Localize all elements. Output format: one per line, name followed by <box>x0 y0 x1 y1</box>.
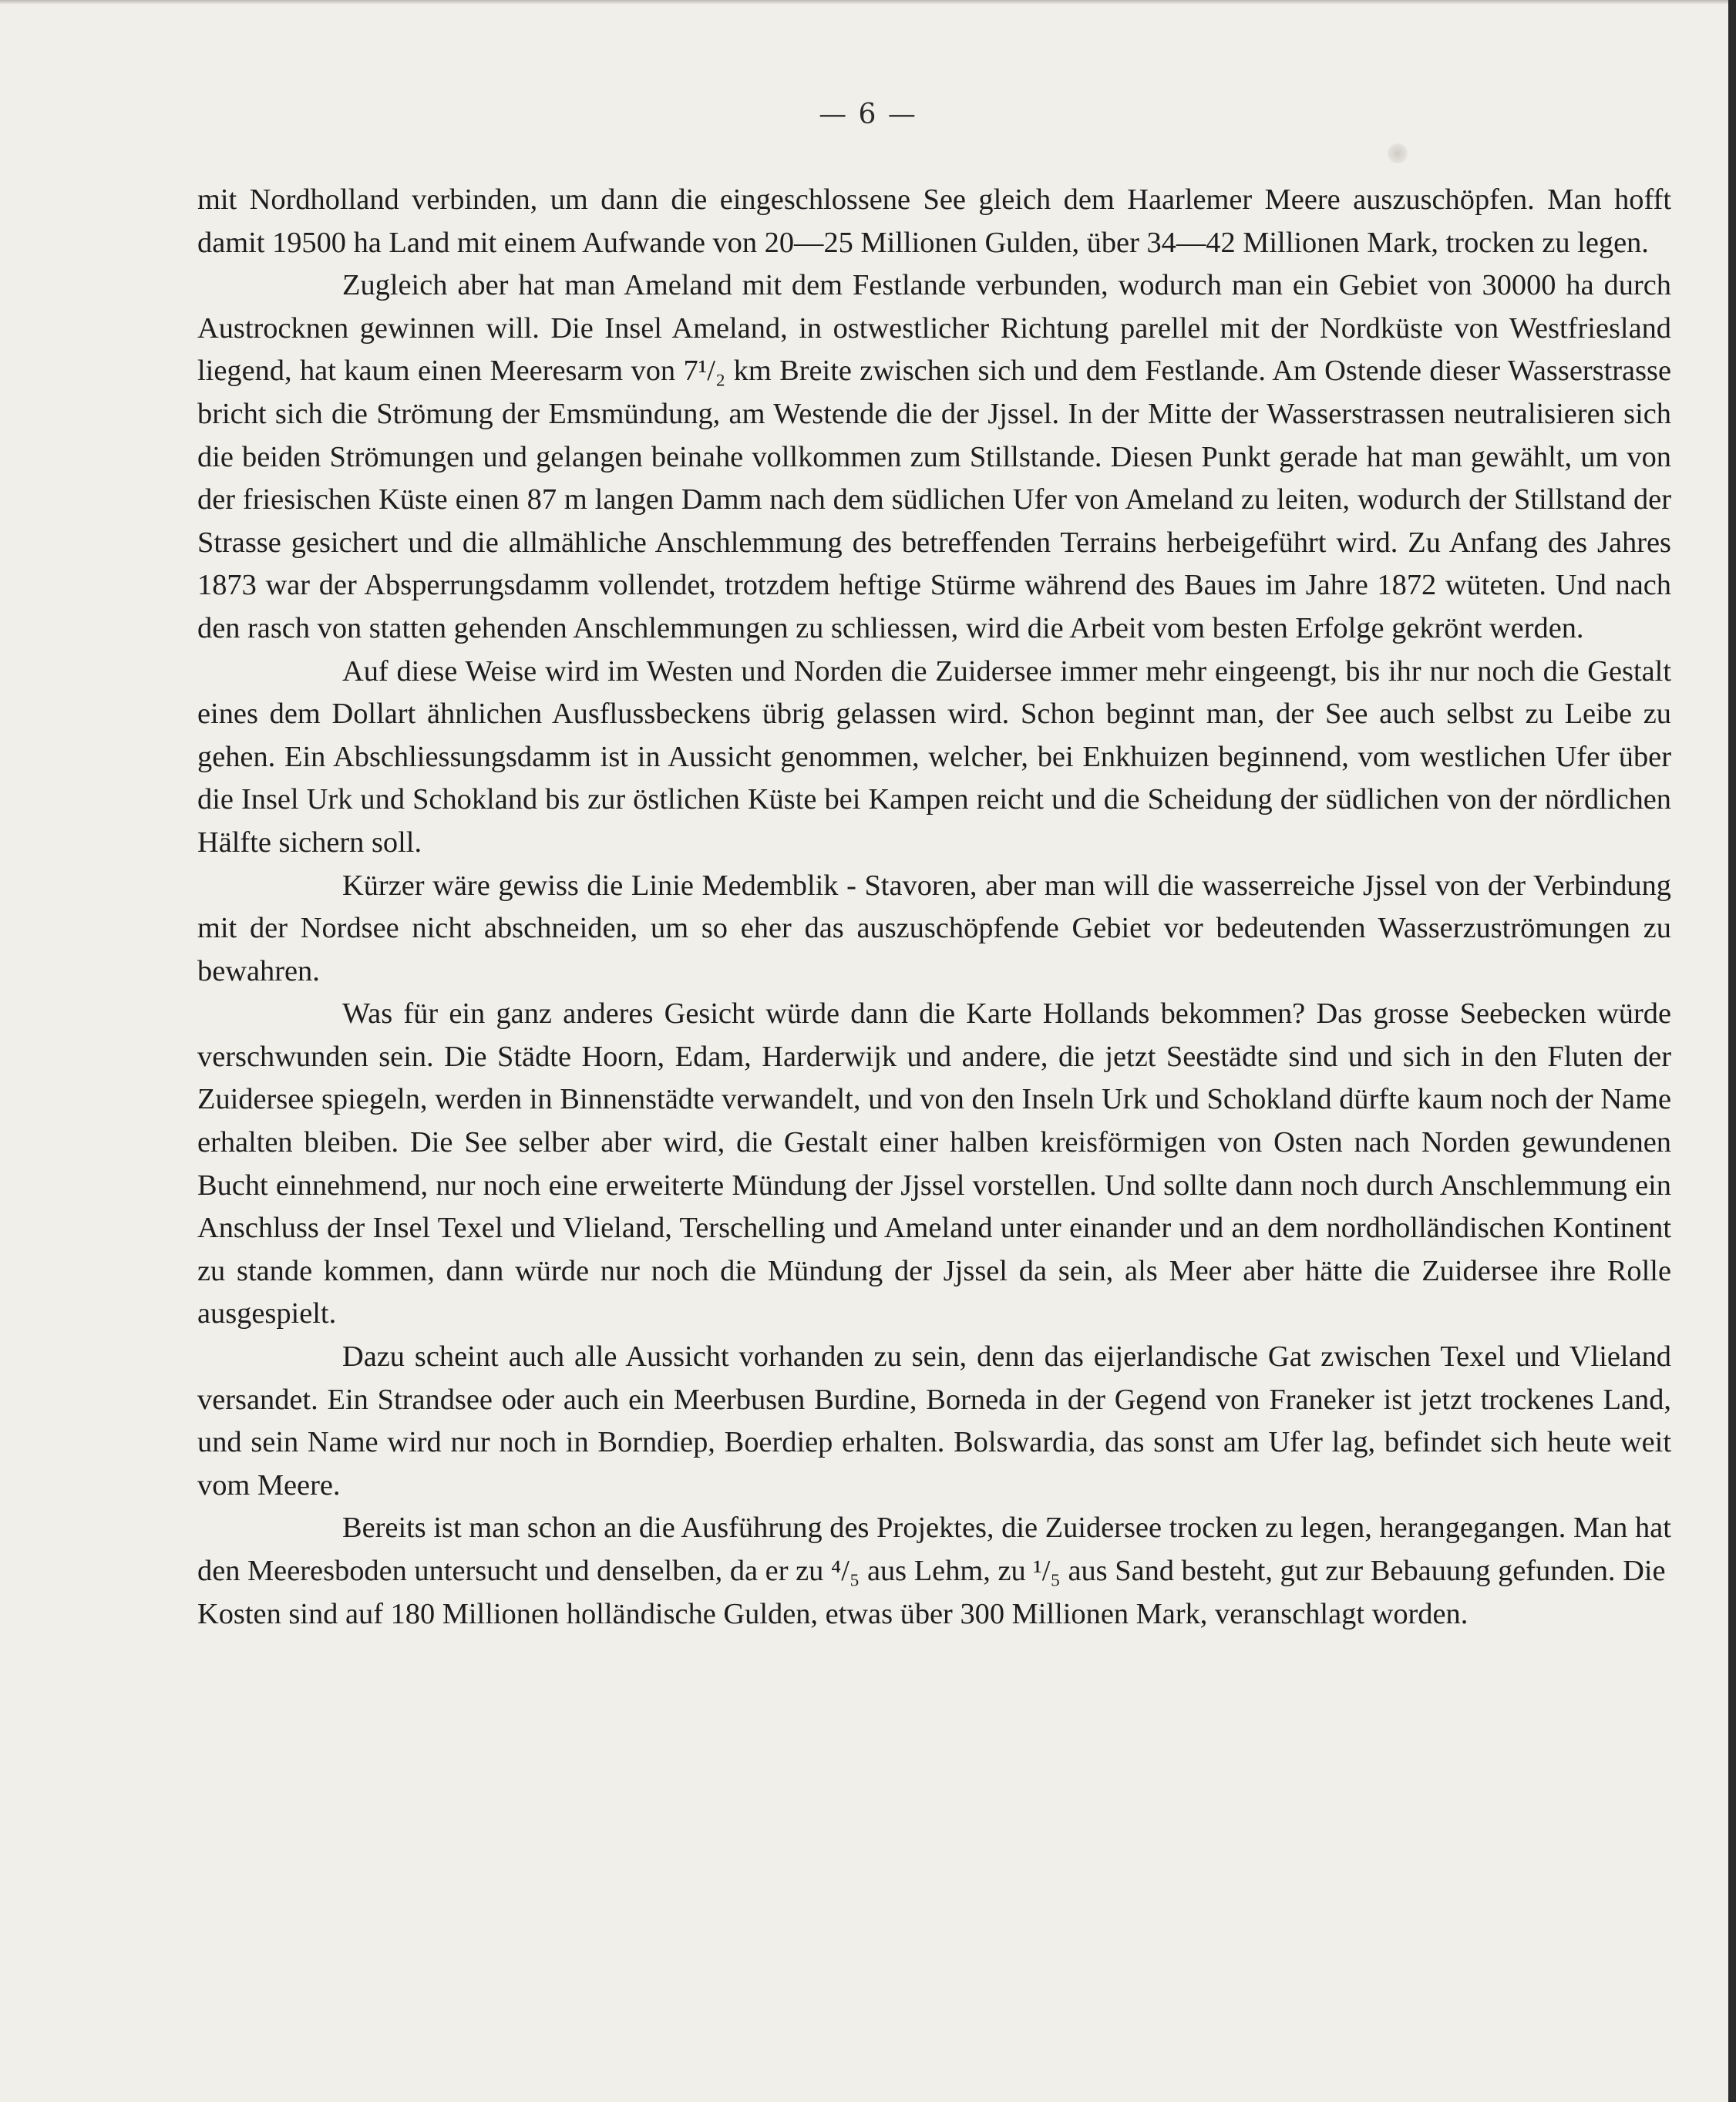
paragraph-5: Was für ein ganz anderes Gesicht würde dann die Karte Hollands bekommen? Das grosse Seebecken würde verschwunden sein. Die Städte Hoorn, Edam, Harderwijk und andere, die jetzt Seestädte sind und sich in den Fluten der Zuidersee spiegeln, werden in Binnenstädte verwandelt, und von den Inseln Urk und Schokland dürfte kaum noch der Name erhalten bleiben. Die See selber aber wird, die Gestalt einer halben kreisförmigen von Osten nach Norden gewundenen Bucht einnehmend, nur noch eine erweiterte Mündung der Jjssel vorstellen. Und sollte dann noch durch Anschlemmung ein Anschluss der Insel Texel und Vlieland, Terschelling und Ameland unter einander und an dem nordholländischen Kontinent zu stande kommen, dann würde nur noch die Mündung der Jjssel da sein, als Meer aber hätte die Zuidersee ihre Rolle ausgespielt. <box>197 997 1671 1330</box>
paragraph-7: Bereits ist man schon an die Ausführung des Projektes, die Zuidersee trocken zu legen, herangegangen. Man hat den Meeresboden untersucht und denselben, da er zu ⁴/₅ aus Lehm, zu ¹/₅ aus Sand besteht, gut zur Bebauung gefunden. Die Kosten sind auf 180 Millionen holländische Gulden, etwas über 300 Millionen Mark, veranschlagt worden. <box>197 1512 1671 1630</box>
paragraph-2: Zugleich aber hat man Ameland mit dem Festlande verbunden, wodurch man ein Gebiet von 30000 ha durch Austrocknen gewinnen will. Die Insel Ameland, in ostwestlicher Richtung parellel mit der Nordküste von Westfriesland liegend, hat kaum einen Meeresarm von 7¹/₂ km Breite zwischen sich und dem Festlande. Am Ostende dieser Wasserstrasse bricht sich die Strömung der Emsmündung, am Westende die der Jjssel. In der Mitte der Wasserstrassen neutralisieren sich die beiden Strömungen und gelangen beinahe vollkommen zum Stillstande. Diesen Punkt gerade hat man gewählt, um von der friesischen Küste einen 87 m langen Damm nach dem südlichen Ufer von Ameland zu leiten, wodurch der Stillstand der Strasse gesichert und die allmähliche Anschlemmung des betreffenden Terrains herbeigeführt wird. Zu Anfang des Jahres 1873 war der Absperrungsdamm vollendet, trotzdem heftige Stürme während des Baues im Jahre 1872 wüteten. Und nach den rasch von statten gehenden Anschlemmungen zu schliessen, wird die Arbeit vom besten Erfolge gekrönt werden. <box>197 269 1671 644</box>
page-number: — 6 — <box>819 99 917 130</box>
paragraph-3: Auf diese Weise wird im Westen und Norden die Zuidersee immer mehr eingeengt, bis ihr nur noch die Gestalt eines dem Dollart ähnlichen Ausflussbeckens übrig gelassen wird. Schon beginnt man, der See auch selbst zu Leibe zu gehen. Ein Abschliessungsdamm ist in Aussicht genommen, welcher, bei Enkhuizen beginnend, vom westlichen Ufer über die Insel Urk und Schokland bis zur östlichen Küste bei Kampen reicht und die Scheidung der südlichen von der nördlichen Hälfte sichern soll. <box>197 654 1671 859</box>
scan-border-right <box>1728 0 1736 2102</box>
paragraph-1: mit Nordholland verbinden, um dann die eingeschlossene See gleich dem Haarlemer Meere auszuschöpfen. Man hofft damit 19500 ha Land mit einem Aufwande von 20—25 Millionen Gulden, über 34—42 Millionen Mark, trocken zu legen. <box>197 183 1671 259</box>
ink-smudge <box>1388 143 1408 163</box>
body-text <box>197 179 1671 1636</box>
paragraph-4: Kürzer wäre gewiss die Linie Medemblik - Stavoren, aber man will die wasserreiche Jjssel von der Verbindung mit der Nordsee nicht abschneiden, um so eher das auszuschöpfende Gebiet vor bedeutenden Wasserzuströmungen zu bewahren. <box>197 869 1671 987</box>
paragraph-6: Dazu scheint auch alle Aussicht vorhanden zu sein, denn das eijerlandische Gat zwischen Texel und Vlieland versandet. Ein Strandsee oder auch ein Meerbusen Burdine, Borneda in der Gegend von Franeker ist jetzt trockenes Land, und sein Name wird nur noch in Borndiep, Boerdiep erhalten. Bolswardia, das sonst am Ufer lag, befindet sich heute weit vom Meere. <box>197 1340 1671 1502</box>
page-top-edge <box>0 0 1736 5</box>
